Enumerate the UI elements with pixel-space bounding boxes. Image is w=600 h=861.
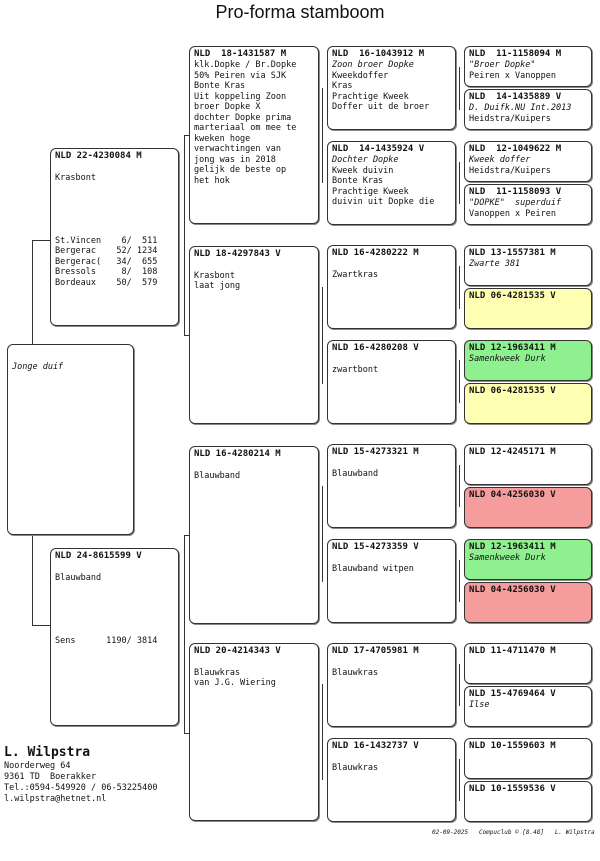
pedigree-line [55, 215, 174, 226]
ring-number: NLD 16-4280214 M [194, 449, 281, 459]
ring-number: NLD 04-4256030 V [469, 490, 556, 500]
ring-number: NLD 11-4711470 M [469, 646, 556, 656]
pedigree-line: Heidstra/Kuipers [469, 113, 551, 124]
pedigree-note: Ilse [469, 700, 490, 710]
page-title: Pro-forma stamboom [215, 2, 385, 22]
ring-number: NLD 11-1158094 M [469, 49, 562, 59]
ggg-card-highlighted-yellow[interactable] [464, 288, 592, 329]
connector [459, 759, 460, 801]
pedigree-line [55, 604, 174, 615]
pedigree-line [55, 204, 174, 215]
pedigree-line: Zwartkras [332, 269, 379, 280]
ring-number: NLD 10-1559536 V [469, 784, 556, 794]
ring-number: NLD 13-1557381 M [469, 248, 556, 258]
ring-number: NLD 10-1559603 M [469, 741, 556, 751]
great-grandparent-card[interactable] [327, 643, 456, 727]
ring-number: NLD 11-1158093 V [469, 187, 562, 197]
pedigree-line: Peiren x Vanoppen [469, 70, 556, 81]
pedigree-line [332, 752, 451, 763]
ring-number: NLD 12-1049622 M [469, 144, 562, 154]
connector [322, 88, 323, 183]
connector [459, 360, 460, 403]
pedigree-line: zwartbont [332, 364, 379, 375]
pedigree-line: klk.Dopke / Br.Dopke [194, 60, 297, 70]
pedigree-line [55, 183, 174, 194]
pedigree-line: Blauwkras [332, 667, 379, 678]
pedigree-line: Vanoppen x Peiren [469, 208, 556, 219]
pedigree-line: Doffer uit de broer [332, 102, 430, 112]
pedigree-line [194, 657, 314, 668]
ring-number: NLD 20-4214343 V [194, 646, 281, 656]
pedigree-line: Blauwband [332, 468, 379, 479]
pedigree-line: Prachtige Kweek [332, 91, 409, 102]
ggg-card-highlighted-red[interactable] [464, 582, 592, 623]
pedigree-line: St.Vincen 6/ 511 [55, 235, 158, 246]
pedigree-line: Bergerac 52/ 1234 [55, 246, 158, 256]
pedigree-line [332, 259, 451, 270]
ring-number: NLD 12-1963411 M [469, 343, 556, 353]
pedigree-line: laat jong [194, 281, 241, 291]
connector [184, 535, 185, 733]
pedigree-line: Krasbont [194, 270, 235, 281]
pedigree-note: Kweek doffer [469, 155, 531, 165]
pedigree-note: Dochter Dopke [332, 155, 399, 165]
pedigree-line: broer Dopke X [194, 102, 261, 112]
parent-card[interactable] [50, 148, 179, 326]
connector [322, 684, 323, 780]
pedigree-line: Bressols 8/ 108 [55, 267, 158, 277]
ring-number: NLD 16-4280222 M [332, 248, 419, 258]
pedigree-line [55, 162, 174, 173]
ggg-card-highlighted-yellow[interactable] [464, 383, 592, 424]
ggg-card[interactable] [464, 245, 592, 286]
ggg-card[interactable] [464, 141, 592, 182]
connector [322, 486, 323, 582]
subject-name: Jonge duif [12, 362, 64, 372]
ring-number: NLD 12-1963411 M [469, 542, 556, 552]
ring-number: NLD 16-1043912 M [332, 49, 425, 59]
connector [459, 465, 460, 507]
ring-number: NLD 14-1435924 V [332, 144, 425, 154]
pedigree-note: D. Duifk.NU Int.2013 [469, 103, 572, 113]
breeder-info [4, 745, 158, 805]
pedigree-line [332, 354, 451, 365]
breeder-email: l.wilpstra@hetnet.nl [4, 794, 107, 804]
pedigree-line: dochter Dopke prima [194, 112, 292, 123]
great-grandparent-card[interactable] [327, 46, 456, 130]
connector [32, 625, 52, 626]
pedigree-line: Blauwband [194, 470, 241, 481]
pedigree-line: Bonte Kras [194, 81, 246, 91]
connector [459, 162, 460, 204]
breeder-name: L. Wilpstra [4, 745, 91, 760]
pedigree-line: Blauwband witpen [332, 563, 414, 574]
pedigree-line: Heidstra/Kuipers [469, 165, 551, 176]
connector [322, 287, 323, 384]
ring-number: NLD 18-4297843 V [194, 249, 281, 259]
pedigree-line: van J.G. Wiering [194, 678, 276, 688]
pedigree-line: Sens 1190/ 3814 [55, 635, 158, 646]
pedigree-note: "DOPKE" superduif [469, 198, 562, 208]
pedigree-line: Krasbont [55, 172, 96, 183]
pedigree-line: Bergerac( 34/ 655 [55, 256, 158, 267]
parent-card[interactable] [50, 548, 179, 726]
pedigree-line [55, 194, 174, 205]
pedigree-line: Bordeaux 50/ 579 [55, 277, 158, 288]
ggg-card[interactable] [464, 643, 592, 684]
pedigree-line: Bonte Kras [332, 176, 384, 186]
pedigree-line [332, 458, 451, 469]
pedigree-note: Samenkweek Durk [469, 354, 546, 364]
ring-number: NLD 12-4245171 M [469, 447, 556, 457]
pedigree-line: Kweek duivin [332, 165, 394, 176]
ggg-card[interactable] [464, 184, 592, 225]
great-grandparent-card[interactable] [327, 340, 456, 424]
ring-number: NLD 22-4230084 M [55, 151, 142, 161]
grandparent-card[interactable] [189, 46, 319, 224]
pedigree-note: "Broer Dopke" [469, 60, 536, 70]
ggg-card-highlighted-red[interactable] [464, 487, 592, 528]
grandparent-card[interactable] [189, 643, 319, 821]
pedigree-line [55, 225, 174, 236]
ring-number: NLD 15-4273359 V [332, 542, 419, 552]
ggg-card[interactable] [464, 89, 592, 130]
ggg-card[interactable] [464, 444, 592, 485]
breeder-phone: Tel.:0594-549920 / 06-53225400 [4, 783, 158, 793]
ggg-card[interactable] [464, 46, 592, 87]
pedigree-line: Prachtige Kweek [332, 186, 409, 197]
pedigree-line [55, 625, 174, 636]
pedigree-line: 50% Peiren via SJK [194, 70, 287, 81]
pedigree-line: duivin uit Dopke die [332, 197, 435, 207]
pedigree-line: verwachtingen van [194, 144, 281, 154]
ring-number: NLD 06-4281535 V [469, 291, 556, 301]
pedigree-line: Kweekdoffer [332, 70, 389, 81]
pedigree-line [332, 657, 451, 668]
footer-credits: 02-09-2025 Compuclub © [8.48] L. Wilpstra [432, 829, 595, 836]
connector [459, 560, 460, 602]
pedigree-line: jong was in 2018 [194, 154, 276, 165]
pedigree-line [55, 583, 174, 594]
grandparent-card[interactable] [189, 246, 319, 424]
ring-number: NLD 18-1431587 M [194, 49, 287, 59]
pedigree-line [55, 594, 174, 605]
ggg-card[interactable] [464, 781, 592, 822]
pedigree-line [332, 553, 451, 564]
pedigree-line: Uit koppeling Zoon [194, 91, 287, 102]
grandparent-card[interactable] [189, 446, 319, 624]
ring-number: NLD 24-8615599 V [55, 551, 142, 561]
great-grandparent-card[interactable] [327, 539, 456, 623]
ring-number: NLD 16-4280208 V [332, 343, 419, 353]
great-grandparent-card[interactable] [327, 245, 456, 329]
subject-box[interactable] [7, 344, 134, 535]
connector [459, 266, 460, 309]
ggg-card[interactable] [464, 738, 592, 779]
connector [459, 67, 460, 110]
pedigree-note: Zwarte 381 [469, 259, 521, 269]
breeder-postal: 9361 TD Boerakker [4, 772, 97, 782]
pedigree-line: marteriaal om mee te [194, 123, 297, 133]
pedigree-line: Blauwband [55, 572, 102, 583]
pedigree-line: Blauwkras [332, 762, 379, 773]
ring-number: NLD 15-4769464 V [469, 689, 556, 699]
pedigree-line [194, 260, 314, 271]
pedigree-line [194, 460, 314, 471]
connector [184, 135, 185, 335]
pedigree-line [55, 615, 174, 626]
connector [459, 664, 460, 706]
great-grandparent-card[interactable] [327, 738, 456, 822]
ring-number: NLD 16-1432737 V [332, 741, 419, 751]
ring-number: NLD 17-4705981 M [332, 646, 419, 656]
pedigree-line: het hok [194, 175, 230, 186]
great-grandparent-card[interactable] [327, 141, 456, 225]
ring-number: NLD 15-4273321 M [332, 447, 419, 457]
great-grandparent-card[interactable] [327, 444, 456, 528]
ring-number: NLD 14-1435889 V [469, 92, 562, 102]
pedigree-line: gelijk de beste op [194, 165, 287, 175]
ring-number: NLD 04-4256030 V [469, 585, 556, 595]
ggg-card-highlighted-green[interactable] [464, 539, 592, 580]
pedigree-line: Blauwkras [194, 667, 241, 678]
pedigree-line: kweken hoge [194, 133, 251, 144]
pedigree-line: Kras [332, 81, 353, 91]
pedigree-note: Samenkweek Durk [469, 553, 546, 563]
ggg-card-highlighted-green[interactable] [464, 340, 592, 381]
connector [32, 240, 52, 241]
ring-number: NLD 06-4281535 V [469, 386, 556, 396]
breeder-address: Noorderweg 64 [4, 761, 71, 771]
pedigree-note: Zoon broer Dopke [332, 60, 414, 70]
ggg-card[interactable] [464, 686, 592, 727]
pedigree-line [55, 562, 174, 573]
